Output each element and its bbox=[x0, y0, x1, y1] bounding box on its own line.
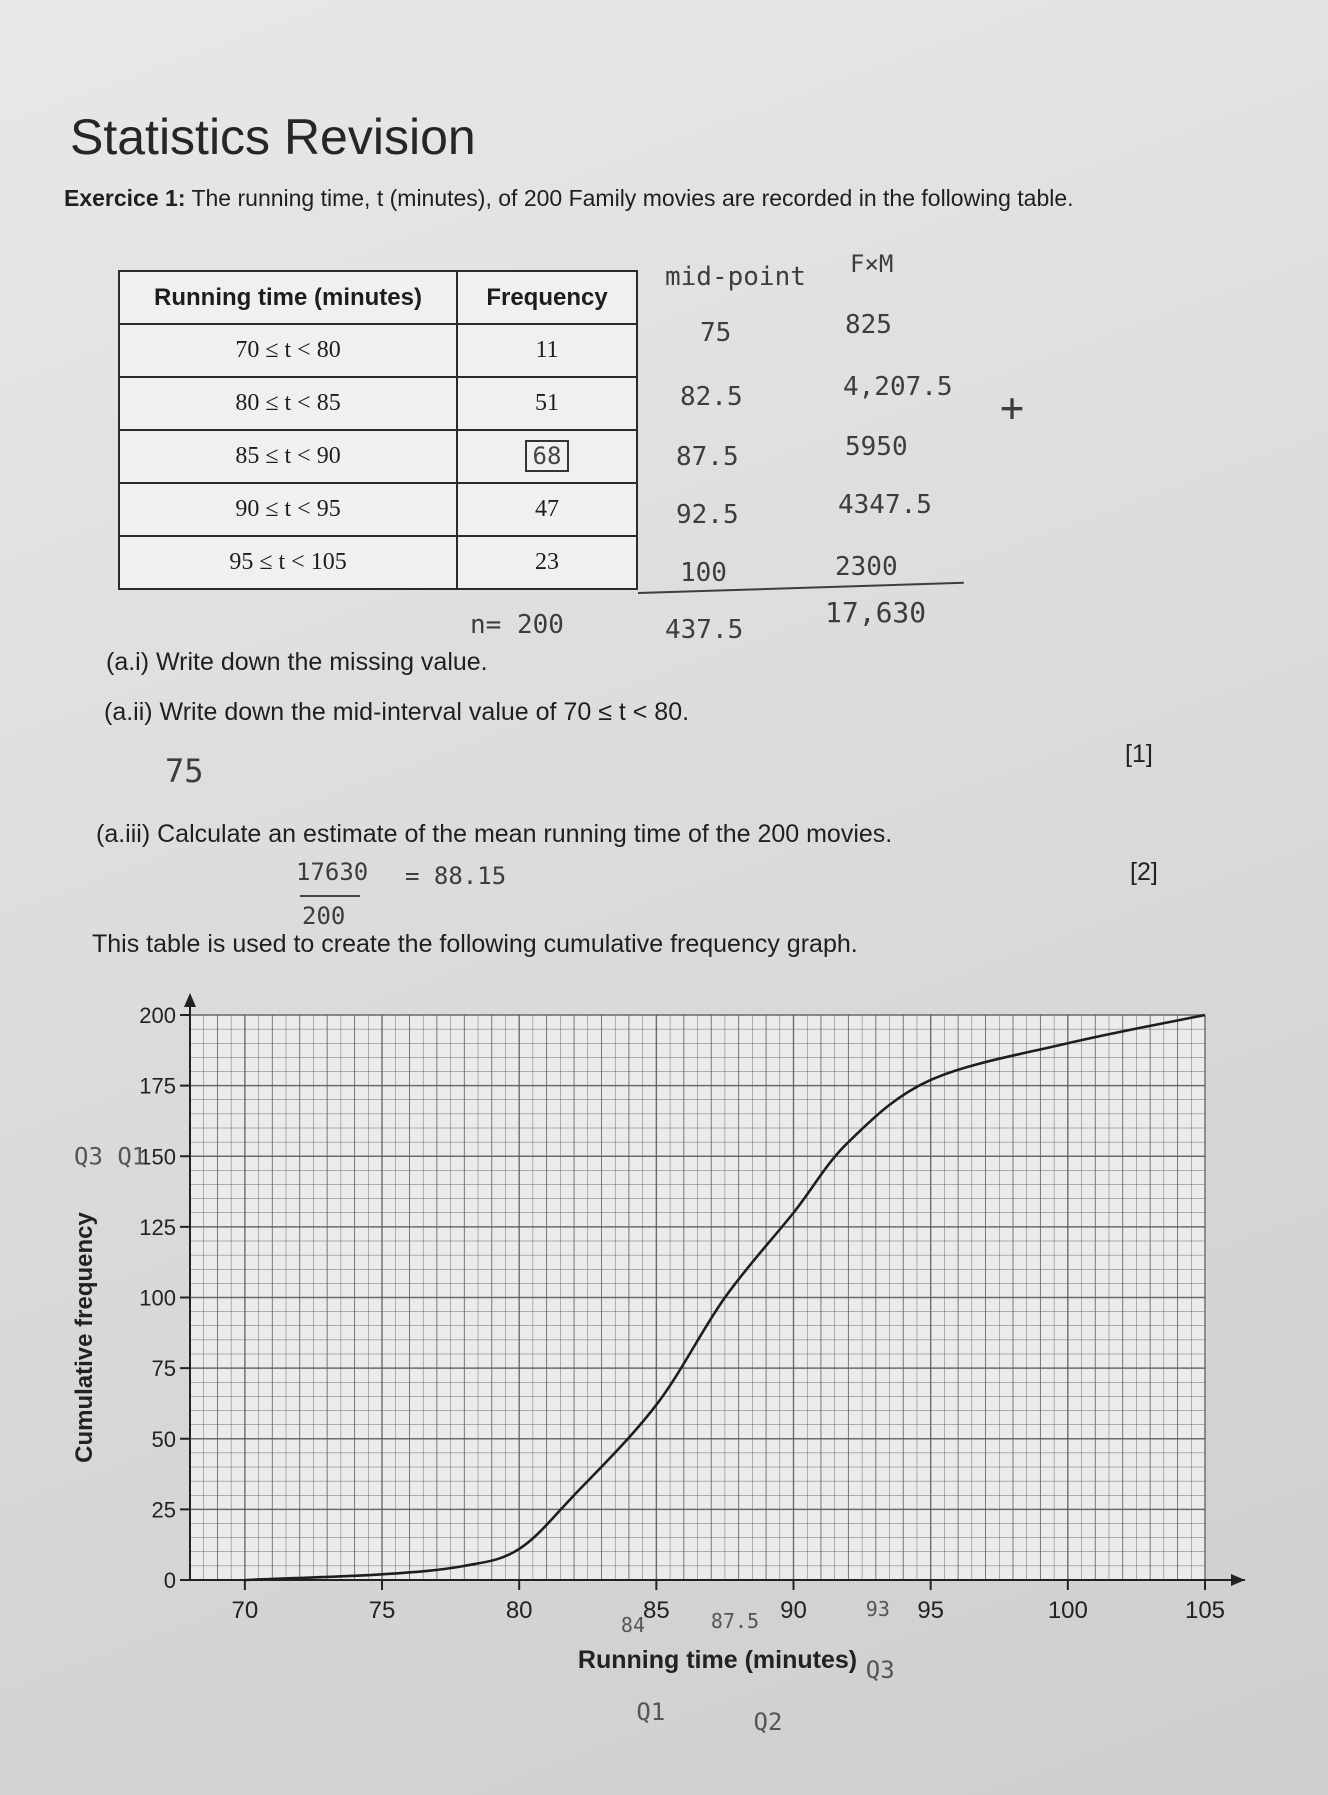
midpoint-value: 87.5 bbox=[676, 442, 739, 472]
y-tick-label: 0 bbox=[163, 1568, 176, 1593]
x-tick-label: 90 bbox=[780, 1597, 807, 1624]
frequency-cell: 23 bbox=[457, 536, 637, 589]
table-row bbox=[119, 536, 637, 589]
fxm-value: 5950 bbox=[845, 432, 908, 462]
midpoint-total: 437.5 bbox=[665, 615, 744, 645]
y-tick-label: 75 bbox=[151, 1356, 176, 1382]
fxm-total: 17,630 bbox=[825, 596, 927, 629]
frequency-cell bbox=[457, 430, 637, 483]
y-axis-arrow bbox=[184, 993, 196, 1007]
answer-aii: 75 bbox=[165, 752, 204, 790]
q3-note: Q3 bbox=[865, 1656, 895, 1684]
y-axis-label: Cumulative frequency bbox=[71, 1212, 98, 1463]
plus-sign: + bbox=[1000, 385, 1025, 431]
frequency-table bbox=[118, 270, 638, 590]
y-tick-label: 150 bbox=[139, 1144, 176, 1170]
mean-result: = 88.15 bbox=[405, 862, 507, 890]
x-tick-label: 70 bbox=[231, 1597, 259, 1624]
frequency-cell: 47 bbox=[457, 483, 637, 536]
table-row bbox=[119, 430, 637, 483]
y-tick-label: 200 bbox=[139, 1003, 176, 1028]
frequency-cell: 51 bbox=[457, 377, 637, 430]
table-row bbox=[119, 483, 637, 536]
q2-note: Q2 bbox=[753, 1708, 783, 1736]
fxm-value: 825 bbox=[845, 310, 892, 340]
exercise-label: Exercice 1: bbox=[64, 185, 186, 211]
axis-note: 93 bbox=[865, 1597, 890, 1621]
question-aii: (a.ii) Write down the mid-interval value of 70 ≤ t < 80. bbox=[104, 698, 690, 726]
mark-aiii: [2] bbox=[1130, 858, 1158, 886]
midpoint-value: 92.5 bbox=[676, 500, 739, 530]
missing-value-answer: 68 bbox=[525, 440, 570, 472]
table-row bbox=[119, 324, 637, 377]
mean-numerator: 17630 bbox=[296, 858, 369, 886]
fxm-value: 4347.5 bbox=[838, 490, 932, 520]
q1-note: Q1 bbox=[636, 1698, 666, 1726]
y-tick-label: 100 bbox=[139, 1285, 176, 1311]
interval-cell: 95 ≤ t < 105 bbox=[119, 536, 457, 589]
interval-cell: 90 ≤ t < 95 bbox=[119, 483, 457, 536]
midpoint-value: 75 bbox=[700, 318, 732, 348]
question-aiii: (a.iii) Calculate an estimate of the mean running time of the 200 movies. bbox=[96, 820, 893, 848]
midpoint-value: 100 bbox=[680, 558, 727, 588]
x-tick-label: 100 bbox=[1047, 1597, 1088, 1624]
axis-note: 87.5 bbox=[710, 1609, 760, 1633]
fxm-value: 4,207.5 bbox=[843, 372, 953, 402]
fraction-bar bbox=[300, 895, 360, 897]
y-tick-label: 175 bbox=[139, 1073, 176, 1099]
interval-cell: 70 ≤ t < 80 bbox=[119, 324, 457, 377]
x-tick-label: 80 bbox=[505, 1597, 533, 1624]
exercise-intro bbox=[64, 178, 1104, 218]
header-running-time: Running time (minutes) bbox=[119, 271, 457, 324]
chart-svg bbox=[60, 990, 1300, 1790]
mark-aii: [1] bbox=[1125, 740, 1153, 768]
fxm-header: F×M bbox=[850, 250, 894, 278]
x-tick-label: 95 bbox=[917, 1597, 945, 1624]
midpoint-value: 82.5 bbox=[680, 382, 743, 412]
graph-intro: This table is used to create the following cumulative frequency graph. bbox=[92, 930, 858, 958]
table-row bbox=[119, 377, 637, 430]
y-axis-q-note: Q3 Q1 bbox=[74, 1142, 147, 1171]
x-tick-label: 105 bbox=[1184, 1597, 1226, 1624]
fxm-value: 2300 bbox=[835, 552, 898, 582]
x-tick-label: 85 bbox=[642, 1597, 670, 1624]
x-tick-label: 75 bbox=[368, 1597, 396, 1624]
interval-cell: 85 ≤ t < 90 bbox=[119, 430, 457, 483]
midpoint-header: mid-point bbox=[665, 262, 806, 292]
y-tick-label: 125 bbox=[139, 1214, 176, 1240]
n-total: n= 200 bbox=[470, 610, 564, 640]
interval-cell: 80 ≤ t < 85 bbox=[119, 377, 457, 430]
mean-denominator: 200 bbox=[302, 902, 346, 930]
table-header-row bbox=[119, 271, 637, 324]
header-frequency: Frequency bbox=[457, 271, 637, 324]
frequency-cell: 11 bbox=[457, 324, 637, 377]
question-ai: (a.i) Write down the missing value. bbox=[106, 648, 488, 676]
exercise-text: The running time, t (minutes), of 200 Family movies are recorded in the following table. bbox=[191, 185, 1074, 211]
x-axis-label: Running time (minutes) bbox=[577, 1646, 858, 1674]
cumulative-frequency-chart bbox=[60, 990, 1300, 1790]
y-tick-label: 50 bbox=[151, 1426, 176, 1452]
x-axis-arrow bbox=[1231, 1574, 1245, 1586]
page-title: Statistics Revision bbox=[70, 109, 476, 165]
axis-note: 84 bbox=[620, 1613, 646, 1637]
y-tick-label: 25 bbox=[151, 1497, 176, 1523]
